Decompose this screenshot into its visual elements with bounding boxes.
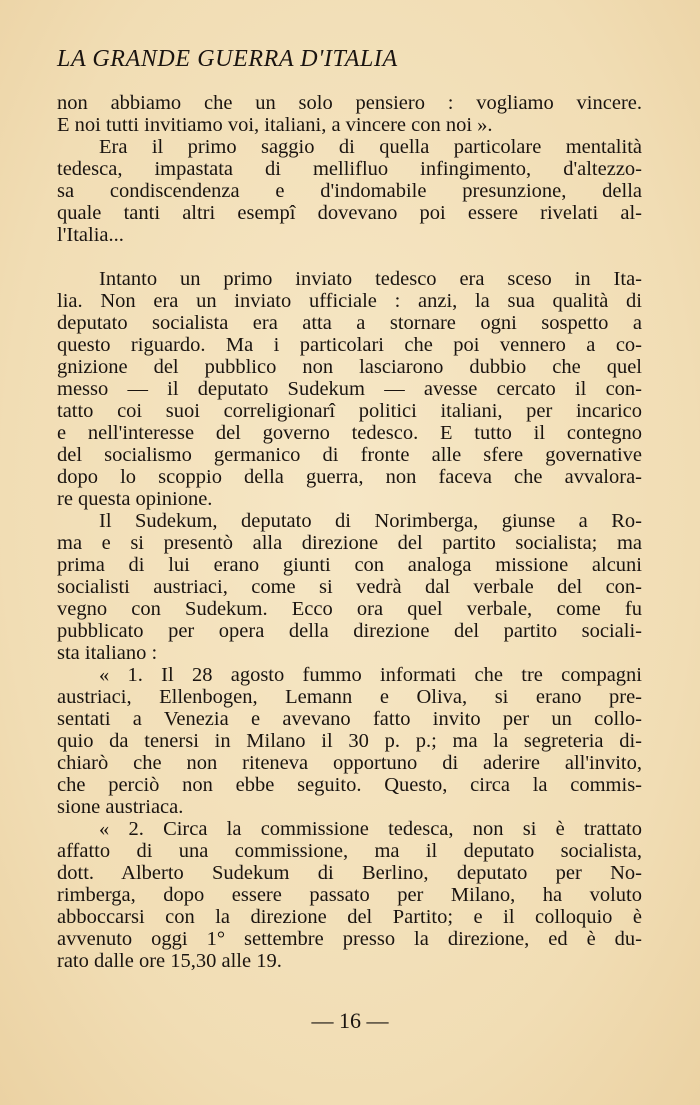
- paragraph: [57, 268, 642, 510]
- paragraph: [57, 510, 642, 664]
- text-line: avvenuto oggi 1° settembre presso la direzione, ed è du-: [57, 928, 642, 950]
- text-line: tatto coi suoi correligionarî politici italiani, per incarico: [57, 400, 642, 422]
- paragraph: [57, 92, 642, 136]
- text-line: « 1. Il 28 agosto fummo informati che tre compagni: [99, 664, 642, 686]
- text-line: prima di lui erano giunti con analoga missione alcuni: [57, 554, 642, 576]
- text-line: quale tanti altri esempî dovevano poi essere rivelati al-: [57, 202, 642, 224]
- text-line: ma e si presentò alla direzione del partito socialista; ma: [57, 532, 642, 554]
- text-line: tedesca, impastata di mellifluo infingimento, d'altezzo-: [57, 158, 642, 180]
- text-line: dopo lo scoppio della guerra, non faceva che avvalora-: [57, 466, 642, 488]
- text-line: abboccarsi con la direzione del Partito; e il colloquio è: [57, 906, 642, 928]
- text-line: questo riguardo. Ma i particolari che poi vennero a co-: [57, 334, 642, 356]
- text-line: dott. Alberto Sudekum di Berlino, deputato per No-: [57, 862, 642, 884]
- text-line: e nell'interesse del governo tedesco. E tutto il contegno: [57, 422, 642, 444]
- text-line: sione austriaca.: [57, 796, 184, 818]
- text-line: lia. Non era un inviato ufficiale : anzi, la sua qualità di: [57, 290, 642, 312]
- text-line: affatto di una commissione, ma il deputato socialista,: [57, 840, 642, 862]
- text-line: chiarò che non riteneva opportuno di aderire all'invito,: [57, 752, 642, 774]
- text-line: E noi tutti invitiamo voi, italiani, a vincere con noi ».: [57, 114, 493, 136]
- body-text: [57, 92, 642, 972]
- quoted-paragraph: [57, 818, 642, 972]
- text-line: sa condiscendenza e d'indomabile presunzione, della: [57, 180, 642, 202]
- text-line: vegno con Sudekum. Ecco ora quel verbale, come fu: [57, 598, 642, 620]
- text-line: del socialismo germanico di fronte alle sfere governative: [57, 444, 642, 466]
- text-line: rimberga, dopo essere passato per Milano, ha voluto: [57, 884, 642, 906]
- text-line: re questa opinione.: [57, 488, 213, 510]
- text-line: Era il primo saggio di quella particolare mentalità: [99, 136, 642, 158]
- quoted-paragraph: [57, 664, 642, 818]
- text-line: sta italiano :: [57, 642, 158, 664]
- text-line: messo — il deputato Sudekum — avesse cercato il con-: [57, 378, 642, 400]
- text-line: gnizione del pubblico non lasciarono dubbio che quel: [57, 356, 642, 378]
- text-line: « 2. Circa la commissione tedesca, non si è trattato: [99, 818, 642, 840]
- paragraph: [57, 136, 642, 246]
- text-line: austriaci, Ellenbogen, Lemann e Oliva, si erano pre-: [57, 686, 642, 708]
- text-line: pubblicato per opera della direzione del partito sociali-: [57, 620, 642, 642]
- text-line: Il Sudekum, deputato di Norimberga, giunse a Ro-: [99, 510, 642, 532]
- text-line: Intanto un primo inviato tedesco era sceso in Ita-: [99, 268, 642, 290]
- text-line: deputato socialista era atta a stornare ogni sospetto a: [57, 312, 642, 334]
- text-line: socialisti austriaci, come si vedrà dal verbale del con-: [57, 576, 642, 598]
- text-line: rato dalle ore 15,30 alle 19.: [57, 950, 282, 972]
- page-number: — 16 —: [311, 1008, 389, 1033]
- text-line: quio da tenersi in Milano il 30 p. p.; ma la segreteria di-: [57, 730, 642, 752]
- running-title: LA GRANDE GUERRA D'ITALIA: [57, 46, 398, 72]
- text-line: sentati a Venezia e avevano fatto invito per un collo-: [57, 708, 642, 730]
- text-line: l'Italia...: [57, 224, 124, 246]
- text-line: non abbiamo che un solo pensiero : vogliamo vincere.: [57, 92, 642, 114]
- text-line: che perciò non ebbe seguito. Questo, circa la commis-: [57, 774, 642, 796]
